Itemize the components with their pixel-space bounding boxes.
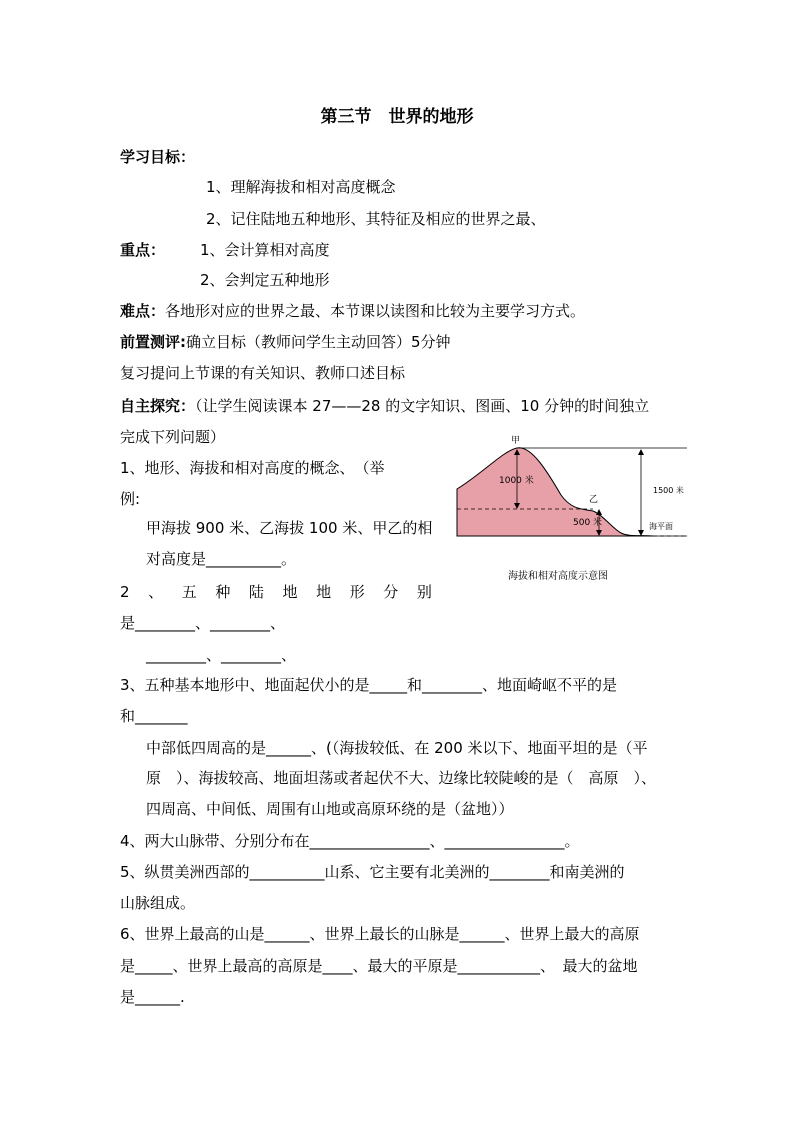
label-sea-level: 海平面 — [649, 522, 673, 531]
key-point-item-1: 1、会计算相对高度 — [200, 241, 330, 259]
figure-caption: 海拔和相对高度示意图 — [508, 571, 608, 582]
q1-line-2: 例: — [120, 490, 141, 508]
page-title: 第三节 世界的地形 — [320, 107, 474, 127]
q1-line-3: 甲海拔 900 米、乙海拔 100 米、甲乙的相 — [146, 519, 433, 537]
q2-line-3: ________、________、 — [146, 646, 297, 664]
review-line: 复习提问上节课的有关知识、教师口述目标 — [120, 364, 406, 382]
pretest-line — [120, 332, 451, 352]
objective-item-1: 1、理解海拔和相对高度概念 — [206, 178, 396, 196]
q2-line-1: 2 、 五 种 陆 地 地 形 分 别 — [120, 583, 432, 601]
self-study-line-2: 完成下列问题） — [120, 428, 226, 446]
arrow-1500-head-top — [638, 449, 644, 455]
arrow-500-head-top — [596, 509, 602, 515]
q5-line-2: 山脉组成。 — [120, 894, 196, 912]
altitude-diagram — [453, 433, 689, 583]
q1-line-4: 对高度是__________。 — [146, 550, 297, 568]
q5-line-1: 5、纵贯美洲西部的__________山系、它主要有北美洲的________和南美洲的 — [120, 863, 625, 881]
q3-line-2: 和_______ — [120, 707, 188, 725]
q2-line-2: 是________、________、 — [120, 614, 286, 632]
q3-line-4: 原 ）、海拔较高、地面坦荡或者起伏不大、边缘比较陡峻的是（ 高原 ）、 — [146, 769, 657, 787]
q6-line-2: 是_____、世界上最高的高原是____、最大的平原是___________、 最大的盆地 — [120, 957, 638, 975]
q6-line-3: 是______. — [120, 988, 185, 1006]
q6-line-1: 6、世界上最高的山是______、世界上最长的山脉是______、世界上最大的高原 — [120, 925, 640, 943]
self-study-label: 自主探究： — [120, 397, 196, 415]
label-jia: 甲 — [511, 436, 521, 446]
objectives-label: 学习目标： — [120, 148, 196, 166]
difficulty-label: 难点： — [120, 302, 166, 320]
difficulty-text: 各地形对应的世界之最、本节课以读图和比较为主要学习方式。 — [165, 302, 586, 320]
q3-line-3: 中部低四周高的是______、(（海拔较低、在 200 米以下、地面平坦的是（平 — [146, 739, 648, 757]
label-500: 500 米 — [573, 518, 603, 528]
key-points-label: 重点： — [120, 241, 166, 259]
label-yi: 乙 — [589, 495, 599, 505]
q3-line-1: 3、五种基本地形中、地面起伏小的是_____和________、地面崎岖不平的是 — [120, 676, 618, 694]
terrain-profile — [457, 448, 653, 536]
altitude-diagram-svg — [453, 433, 689, 583]
key-point-item-2: 2、会判定五种地形 — [200, 271, 330, 289]
q1-line-1: 1、地形、海拔和相对高度的概念、 （举 — [120, 459, 385, 477]
self-study-line — [120, 396, 649, 416]
label-1500: 1500 米 — [653, 486, 684, 495]
label-1000: 1000 米 — [499, 476, 534, 486]
self-study-text: （让学生阅读课本 27——28 的文字知识、图画、10 分钟的时间独立 — [195, 397, 650, 415]
pretest-label: 前置测评: — [120, 333, 186, 351]
arrow-1500-head-bottom — [638, 530, 644, 536]
objective-item-2: 2、记住陆地五种地形、其特征及相应的世界之最、 — [206, 210, 546, 228]
q4-line: 4、两大山脉带、分别分布在________________、________________。 — [120, 832, 580, 850]
pretest-text: 确立目标（教师问学生主动回答）5分钟 — [186, 333, 451, 351]
difficulty-line — [120, 301, 585, 321]
q3-line-5: 四周高、中间低、周围有山地或高原环绕的是（盆地）） — [146, 800, 514, 818]
